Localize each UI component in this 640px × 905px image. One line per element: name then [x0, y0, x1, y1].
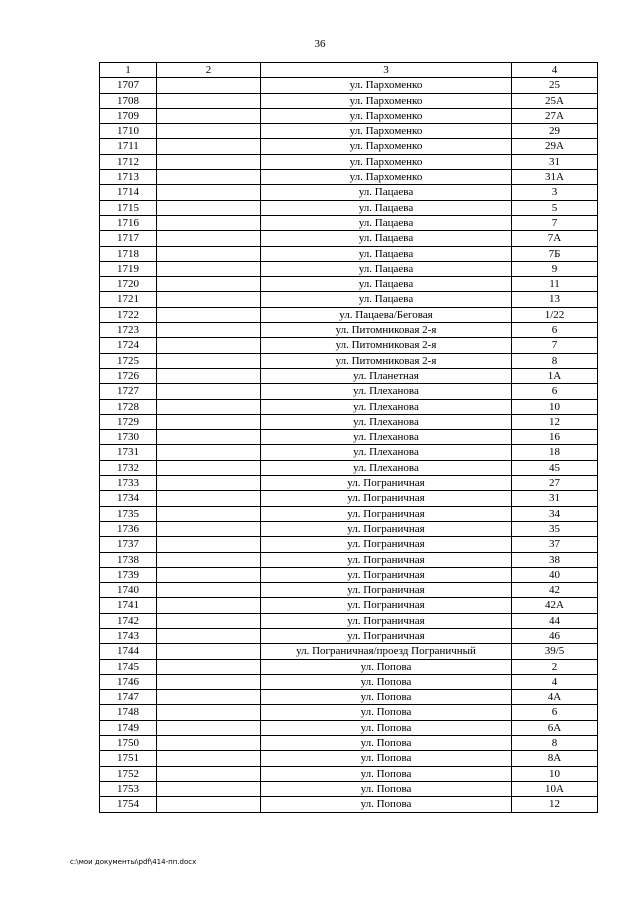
empty-cell — [157, 460, 261, 475]
street-cell: ул. Пацаева — [261, 261, 512, 276]
street-cell: ул. Пацаева — [261, 292, 512, 307]
street-cell: ул. Попова — [261, 797, 512, 812]
table-row — [100, 583, 598, 598]
row-number-cell: 1753 — [100, 781, 157, 796]
row-number-cell: 1709 — [100, 108, 157, 123]
empty-cell — [157, 720, 261, 735]
column-header: 2 — [157, 63, 261, 78]
empty-cell — [157, 78, 261, 93]
street-cell: ул. Попова — [261, 674, 512, 689]
street-cell: ул. Пограничная — [261, 552, 512, 567]
empty-cell — [157, 552, 261, 567]
house-number-cell: 42А — [512, 598, 598, 613]
empty-cell — [157, 277, 261, 292]
empty-cell — [157, 292, 261, 307]
table-row — [100, 720, 598, 735]
house-number-cell: 45 — [512, 460, 598, 475]
table-row — [100, 445, 598, 460]
street-cell: ул. Пархоменко — [261, 124, 512, 139]
row-number-cell: 1711 — [100, 139, 157, 154]
row-number-cell: 1737 — [100, 537, 157, 552]
street-cell: ул. Попова — [261, 659, 512, 674]
street-cell: ул. Попова — [261, 705, 512, 720]
street-cell: ул. Пограничная/проезд Пограничный — [261, 644, 512, 659]
empty-cell — [157, 476, 261, 491]
street-cell: ул. Попова — [261, 751, 512, 766]
house-number-cell: 10 — [512, 766, 598, 781]
street-cell: ул. Плеханова — [261, 460, 512, 475]
table-row — [100, 93, 598, 108]
table-row — [100, 323, 598, 338]
street-cell: ул. Попова — [261, 720, 512, 735]
table-row — [100, 414, 598, 429]
house-number-cell: 2 — [512, 659, 598, 674]
table-row — [100, 598, 598, 613]
row-number-cell: 1740 — [100, 583, 157, 598]
empty-cell — [157, 659, 261, 674]
house-number-cell: 31А — [512, 170, 598, 185]
row-number-cell: 1733 — [100, 476, 157, 491]
empty-cell — [157, 674, 261, 689]
street-cell: ул. Пацаева — [261, 277, 512, 292]
row-number-cell: 1707 — [100, 78, 157, 93]
street-cell: ул. Пограничная — [261, 506, 512, 521]
table-row — [100, 705, 598, 720]
row-number-cell: 1750 — [100, 736, 157, 751]
table-row — [100, 797, 598, 812]
table-header-row — [100, 63, 598, 78]
house-number-cell: 34 — [512, 506, 598, 521]
row-number-cell: 1754 — [100, 797, 157, 812]
street-cell: ул. Пархоменко — [261, 108, 512, 123]
row-number-cell: 1717 — [100, 231, 157, 246]
house-number-cell: 12 — [512, 797, 598, 812]
street-cell: ул. Пацаева — [261, 246, 512, 261]
house-number-cell: 31 — [512, 154, 598, 169]
empty-cell — [157, 200, 261, 215]
empty-cell — [157, 537, 261, 552]
table-row — [100, 368, 598, 383]
table-row — [100, 384, 598, 399]
house-number-cell: 8А — [512, 751, 598, 766]
street-cell: ул. Попова — [261, 781, 512, 796]
table-row — [100, 399, 598, 414]
table-row — [100, 353, 598, 368]
table-row — [100, 246, 598, 261]
street-cell: ул. Пацаева — [261, 185, 512, 200]
table-row — [100, 781, 598, 796]
street-cell: ул. Пархоменко — [261, 78, 512, 93]
table-row — [100, 200, 598, 215]
table-row — [100, 659, 598, 674]
street-cell: ул. Пархоменко — [261, 154, 512, 169]
row-number-cell: 1748 — [100, 705, 157, 720]
street-cell: ул. Пархоменко — [261, 170, 512, 185]
table-row — [100, 78, 598, 93]
empty-cell — [157, 185, 261, 200]
row-number-cell: 1738 — [100, 552, 157, 567]
row-number-cell: 1725 — [100, 353, 157, 368]
row-number-cell: 1713 — [100, 170, 157, 185]
empty-cell — [157, 368, 261, 383]
street-cell: ул. Питомниковая 2-я — [261, 323, 512, 338]
empty-cell — [157, 506, 261, 521]
table-row — [100, 491, 598, 506]
empty-cell — [157, 414, 261, 429]
row-number-cell: 1742 — [100, 613, 157, 628]
house-number-cell: 42 — [512, 583, 598, 598]
row-number-cell: 1712 — [100, 154, 157, 169]
street-cell: ул. Попова — [261, 736, 512, 751]
row-number-cell: 1731 — [100, 445, 157, 460]
street-cell: ул. Пограничная — [261, 537, 512, 552]
empty-cell — [157, 139, 261, 154]
house-number-cell: 11 — [512, 277, 598, 292]
table-row — [100, 460, 598, 475]
empty-cell — [157, 399, 261, 414]
empty-cell — [157, 766, 261, 781]
table-row — [100, 567, 598, 582]
empty-cell — [157, 170, 261, 185]
empty-cell — [157, 231, 261, 246]
street-cell: ул. Пограничная — [261, 521, 512, 536]
empty-cell — [157, 307, 261, 322]
column-header: 3 — [261, 63, 512, 78]
empty-cell — [157, 353, 261, 368]
table-row — [100, 506, 598, 521]
table-row — [100, 185, 598, 200]
table-row — [100, 108, 598, 123]
house-number-cell: 27 — [512, 476, 598, 491]
house-number-cell: 8 — [512, 353, 598, 368]
table-row — [100, 292, 598, 307]
row-number-cell: 1735 — [100, 506, 157, 521]
table-row — [100, 674, 598, 689]
street-cell: ул. Пацаева/Беговая — [261, 307, 512, 322]
empty-cell — [157, 323, 261, 338]
house-number-cell: 6 — [512, 323, 598, 338]
house-number-cell: 7 — [512, 215, 598, 230]
house-number-cell: 1/22 — [512, 307, 598, 322]
table-row — [100, 124, 598, 139]
house-number-cell: 10 — [512, 399, 598, 414]
empty-cell — [157, 491, 261, 506]
row-number-cell: 1727 — [100, 384, 157, 399]
street-cell: ул. Попова — [261, 766, 512, 781]
table-row — [100, 231, 598, 246]
table-row — [100, 628, 598, 643]
table-row — [100, 261, 598, 276]
empty-cell — [157, 705, 261, 720]
row-number-cell: 1746 — [100, 674, 157, 689]
house-number-cell: 3 — [512, 185, 598, 200]
house-number-cell: 7Б — [512, 246, 598, 261]
row-number-cell: 1729 — [100, 414, 157, 429]
row-number-cell: 1721 — [100, 292, 157, 307]
street-cell: ул. Питомниковая 2-я — [261, 353, 512, 368]
street-cell: ул. Пограничная — [261, 598, 512, 613]
house-number-cell: 31 — [512, 491, 598, 506]
table-row — [100, 215, 598, 230]
house-number-cell: 46 — [512, 628, 598, 643]
house-number-cell: 5 — [512, 200, 598, 215]
empty-cell — [157, 736, 261, 751]
footer-file-path: c:\мои документы\pdf\414-пп.docx — [70, 858, 197, 866]
table-row — [100, 537, 598, 552]
house-number-cell: 39/5 — [512, 644, 598, 659]
row-number-cell: 1751 — [100, 751, 157, 766]
row-number-cell: 1708 — [100, 93, 157, 108]
empty-cell — [157, 583, 261, 598]
row-number-cell: 1724 — [100, 338, 157, 353]
empty-cell — [157, 154, 261, 169]
empty-cell — [157, 628, 261, 643]
empty-cell — [157, 445, 261, 460]
empty-cell — [157, 261, 261, 276]
street-cell: ул. Пограничная — [261, 476, 512, 491]
row-number-cell: 1745 — [100, 659, 157, 674]
street-cell: ул. Питомниковая 2-я — [261, 338, 512, 353]
row-number-cell: 1736 — [100, 521, 157, 536]
street-cell: ул. Пацаева — [261, 215, 512, 230]
street-cell: ул. Пограничная — [261, 491, 512, 506]
street-cell: ул. Пограничная — [261, 613, 512, 628]
row-number-cell: 1730 — [100, 430, 157, 445]
street-cell: ул. Планетная — [261, 368, 512, 383]
house-number-cell: 6 — [512, 384, 598, 399]
street-cell: ул. Пограничная — [261, 567, 512, 582]
empty-cell — [157, 521, 261, 536]
row-number-cell: 1710 — [100, 124, 157, 139]
table-row — [100, 430, 598, 445]
table-row — [100, 644, 598, 659]
table-row — [100, 307, 598, 322]
empty-cell — [157, 751, 261, 766]
empty-cell — [157, 644, 261, 659]
row-number-cell: 1722 — [100, 307, 157, 322]
table-row — [100, 613, 598, 628]
table-row — [100, 170, 598, 185]
house-number-cell: 27А — [512, 108, 598, 123]
column-header: 1 — [100, 63, 157, 78]
street-cell: ул. Плеханова — [261, 414, 512, 429]
empty-cell — [157, 215, 261, 230]
row-number-cell: 1716 — [100, 215, 157, 230]
street-cell: ул. Пограничная — [261, 628, 512, 643]
empty-cell — [157, 567, 261, 582]
house-number-cell: 25А — [512, 93, 598, 108]
house-number-cell: 29 — [512, 124, 598, 139]
table-row — [100, 521, 598, 536]
column-header: 4 — [512, 63, 598, 78]
street-cell: ул. Плеханова — [261, 384, 512, 399]
house-number-cell: 35 — [512, 521, 598, 536]
row-number-cell: 1719 — [100, 261, 157, 276]
house-number-cell: 13 — [512, 292, 598, 307]
empty-cell — [157, 338, 261, 353]
empty-cell — [157, 781, 261, 796]
table-row — [100, 552, 598, 567]
house-number-cell: 25 — [512, 78, 598, 93]
row-number-cell: 1747 — [100, 690, 157, 705]
house-number-cell: 4 — [512, 674, 598, 689]
empty-cell — [157, 613, 261, 628]
empty-cell — [157, 246, 261, 261]
house-number-cell: 1А — [512, 368, 598, 383]
house-number-cell: 7 — [512, 338, 598, 353]
table-row — [100, 690, 598, 705]
house-number-cell: 44 — [512, 613, 598, 628]
house-number-cell: 16 — [512, 430, 598, 445]
house-number-cell: 9 — [512, 261, 598, 276]
row-number-cell: 1739 — [100, 567, 157, 582]
table-row — [100, 338, 598, 353]
street-cell: ул. Пархоменко — [261, 93, 512, 108]
page-number: 36 — [314, 38, 326, 50]
table-row — [100, 154, 598, 169]
house-number-cell: 40 — [512, 567, 598, 582]
row-number-cell: 1744 — [100, 644, 157, 659]
table-row — [100, 766, 598, 781]
row-number-cell: 1714 — [100, 185, 157, 200]
empty-cell — [157, 93, 261, 108]
house-number-cell: 38 — [512, 552, 598, 567]
street-cell: ул. Пацаева — [261, 200, 512, 215]
empty-cell — [157, 124, 261, 139]
row-number-cell: 1749 — [100, 720, 157, 735]
empty-cell — [157, 108, 261, 123]
street-cell: ул. Пацаева — [261, 231, 512, 246]
street-cell: ул. Плеханова — [261, 430, 512, 445]
row-number-cell: 1734 — [100, 491, 157, 506]
row-number-cell: 1715 — [100, 200, 157, 215]
house-number-cell: 12 — [512, 414, 598, 429]
row-number-cell: 1718 — [100, 246, 157, 261]
empty-cell — [157, 690, 261, 705]
house-number-cell: 8 — [512, 736, 598, 751]
table-row — [100, 736, 598, 751]
table-row — [100, 751, 598, 766]
house-number-cell: 6 — [512, 705, 598, 720]
house-number-cell: 37 — [512, 537, 598, 552]
street-cell: ул. Плеханова — [261, 445, 512, 460]
row-number-cell: 1720 — [100, 277, 157, 292]
empty-cell — [157, 598, 261, 613]
row-number-cell: 1741 — [100, 598, 157, 613]
house-number-cell: 18 — [512, 445, 598, 460]
row-number-cell: 1723 — [100, 323, 157, 338]
address-table — [99, 62, 598, 813]
row-number-cell: 1752 — [100, 766, 157, 781]
row-number-cell: 1728 — [100, 399, 157, 414]
street-cell: ул. Пограничная — [261, 583, 512, 598]
street-cell: ул. Пархоменко — [261, 139, 512, 154]
house-number-cell: 7А — [512, 231, 598, 246]
row-number-cell: 1743 — [100, 628, 157, 643]
house-number-cell: 6А — [512, 720, 598, 735]
street-cell: ул. Плеханова — [261, 399, 512, 414]
table-row — [100, 139, 598, 154]
house-number-cell: 10А — [512, 781, 598, 796]
row-number-cell: 1726 — [100, 368, 157, 383]
street-cell: ул. Попова — [261, 690, 512, 705]
house-number-cell: 4А — [512, 690, 598, 705]
table-row — [100, 277, 598, 292]
empty-cell — [157, 430, 261, 445]
house-number-cell: 29А — [512, 139, 598, 154]
row-number-cell: 1732 — [100, 460, 157, 475]
empty-cell — [157, 797, 261, 812]
table-row — [100, 476, 598, 491]
table-body — [100, 78, 598, 812]
empty-cell — [157, 384, 261, 399]
